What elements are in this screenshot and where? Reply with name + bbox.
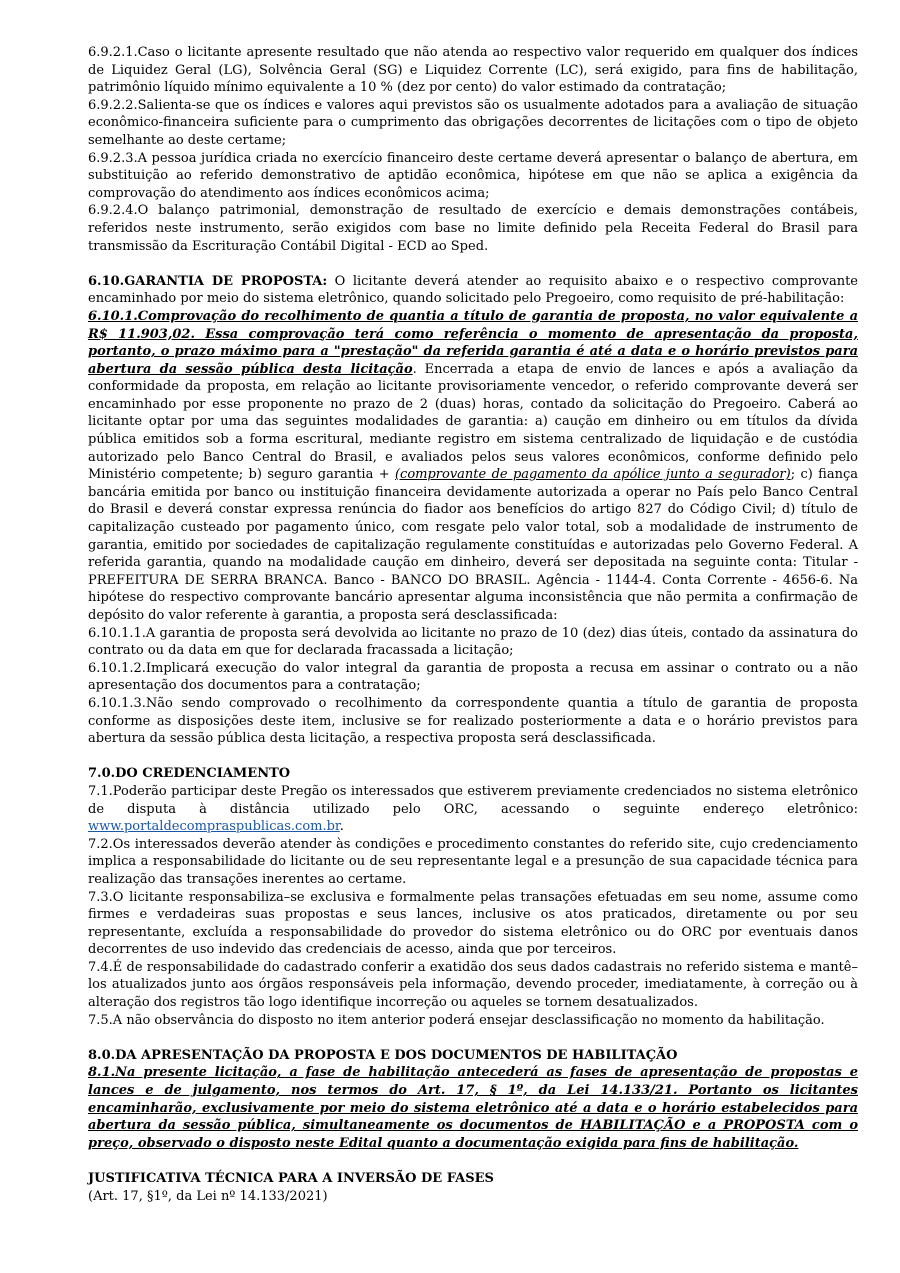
paragraph-7-1 — [88, 783, 858, 836]
spacer — [88, 1152, 858, 1170]
paragraph-8-1: 8.1.Na presente licitação, a fase de habilitação antecederá as fases de apresentação de propostas e lances e de julgamento, nos termos do Art. 17, § 1º, da Lei 14.133/21. Portanto os licitantes encaminharão, exclusivamente por meio do sistema eletrônico até a data e o horário estabelecidos para abertura da sessão pública, simultaneamente os documentos de HABILITAÇÃO e a PROPOSTA com o preço, observado o disposto neste Edital quanto a documentação exigida para fins de habilitação. — [88, 1065, 858, 1151]
paragraph-6-9-2-1: 6.9.2.1.Caso o licitante apresente resultado que não atenda ao respectivo valor requerido em qualquer dos índices de Liquidez Geral (LG), Solvência Geral (SG) e Liquidez Corrente (LC), será exigido, para fins de habilitação, patrimônio líquido mínimo equivalente a 10 % (dez por cento) do valor estimado da contratação; — [88, 45, 858, 96]
paragraph-6-10-1-italic: (comprovante de pagamento da apólice junto a segurador) — [394, 467, 791, 483]
paragraph-6-10-1-emphasis: 6.10.1.Comprovação do recolhimento de quantia a título de garantia de proposta, no valor equivalente a R$ 11.903,02. Essa comprovação terá como referência o momento de apresentação da proposta, portanto, o prazo máximo para a "prestação" da referida garantia é até a data e o horário previstos para abertura da sessão pública desta licitação — [88, 308, 858, 377]
paragraph-6-9-2-3: 6.9.2.3.A pessoa jurídica criada no exercício financeiro deste certame deverá apresentar o balanço de abertura, em substituição ao referido demonstrativo de aptidão econômica, hipótese em que não se aplica a exigência da comprovação do atendimento aos índices econômicos acima; — [88, 150, 858, 201]
paragraph-6-10-1-1: 6.10.1.1.A garantia de proposta será devolvida ao licitante no prazo de 10 (dez) dias úteis, contado da assinatura do contrato ou da data em que for declarada fracassada a licitação; — [88, 625, 858, 659]
paragraph-7-4: 7.4.É de responsabilidade do cadastrado conferir a exatidão dos seus dados cadastrais no referido sistema e mantê–los atualizados junto aos órgãos responsáveis pela informação, devendo proceder, imediatamente, à correção ou à alteração dos registros tão logo identifique incorreção ou aqueles se tornem desatualizados. — [88, 959, 858, 1011]
paragraph-6-10-1 — [88, 308, 858, 625]
section-8-heading: 8.0.DA APRESENTAÇÃO DA PROPOSTA E DOS DOCUMENTOS DE HABILITAÇÃO — [88, 1047, 678, 1063]
paragraph-6-9-2-2: 6.9.2.2.Salienta-se que os índices e valores aqui previstos são os usualmente adotados para a avaliação de situação econômico-financeira suficiente para o cumprimento das obrigações decorrentes de licitações com o tipo de objeto semelhante ao deste certame; — [88, 97, 858, 148]
paragraph-7-3: 7.3.O licitante responsabiliza–se exclusiva e formalmente pelas transações efetuadas em seu nome, assume como firmes e verdadeiras suas propostas e seus lances, inclusive os atos praticados, diretamente ou por seu representante, excluída a responsabilidade do provedor do sistema eletrônico ou do ORC por eventuais danos decorrentes de uso indevido das credenciais de acesso, ainda que por terceiros. — [88, 889, 858, 958]
paragraph-6-10-1-text-a: . Encerrada a etapa de envio de lances e após a avaliação da conformidade da proposta, em relação ao licitante provisoriamente vencedor, o referido comprovante deverá ser encaminhado por esse proponente no prazo de 2 (duas) horas, contado da solicitação do Pregoeiro. Caberá ao licitante optar por uma das seguintes modalidades de garantia: a) caução em dinheiro ou em títulos da dívida pública emitidos sob a forma escritural, mediante registro em sistema centralizado de liquidação e de custódia autorizado pelo Banco Central do Brasil, e avaliados pelos seus valores econômicos, conforme definido pelo Ministério competente; b) seguro garantia + — [88, 361, 858, 483]
spacer — [88, 1029, 858, 1047]
section-6-10-heading: 6.10.GARANTIA DE PROPOSTA: — [88, 273, 328, 289]
spacer — [88, 255, 858, 273]
portal-link[interactable]: www.portaldecompraspublicas.com.br — [88, 819, 340, 835]
section-7-heading: 7.0.DO CREDENCIAMENTO — [88, 766, 291, 782]
section-6-10-intro-text: O licitante deverá atender ao requisito abaixo e o respectivo comprovante encaminhado por meio do sistema eletrônico, quando solicitado pelo Pregoeiro, como requisito de pré-habilitação: — [88, 273, 859, 307]
paragraph-6-10-1-text-b: ; c) fiança bancária emitida por banco ou instituição financeira devidamente autorizada a operar no País pelo Banco Central do Brasil e deverá constar expressa renúncia do fiador aos benefícios do artigo 827 do Código Civil; d) título de capitalização custeado por pagamento único, com resgate pelo valor total, sob a modalidade de instrumento de garantia, emitido por sociedades de capitalização regulamente constituídas e autorizadas pelo Governo Federal. A referida garantia, quando na modalidade caução em dinheiro, deverá ser depositada na seguinte conta: Titular - PREFEITURA DE SERRA BRANCA. Banco - BANCO DO BRASIL. Agência - 1144-4. Conta Corrente - 4656-6. Na hipótese do respectivo comprovante bancário apresentar alguma inconsistência que não permita a confirmação de depósito do valor referente à garantia, a proposta será desclassificada: — [88, 467, 858, 623]
section-6-10-intro — [88, 273, 858, 308]
paragraph-6-9-2-4: 6.9.2.4.O balanço patrimonial, demonstração de resultado de exercício e demais demonstrações contábeis, referidos neste instrumento, serão exigidos com base no limite definido pela Receita Federal do Brasil para transmissão da Escrituração Contábil Digital - ECD ao Sped. — [88, 203, 858, 254]
paragraph-6-10-1-3: 6.10.1.3.Não sendo comprovado o recolhimento da correspondente quantia a título de garantia de proposta conforme as disposições deste item, inclusive se for realizado posteriormente a data e o horário previstos para abertura da sessão pública desta licitação, a respectiva proposta será desclassificada. — [88, 695, 858, 747]
justificativa-subheading: (Art. 17, §1º, da Lei nº 14.133/2021) — [88, 1188, 328, 1204]
spacer — [88, 748, 858, 766]
paragraph-7-2: 7.2.Os interessados deverão atender às condições e procedimento constantes do referido site, cujo credenciamento implica a responsabilidade do licitante ou de seu representante legal e a presunção de sua capacidade técnica para realização das transações inerentes ao certame. — [88, 836, 858, 887]
paragraph-7-1-text: 7.1.Poderão participar deste Pregão os interessados que estiverem previamente credenciados no sistema eletrônico de disputa à distância utilizado pelo ORC, acessando o seguinte endereço eletrônico: — [88, 783, 858, 817]
paragraph-6-10-1-2: 6.10.1.2.Implicará execução do valor integral da garantia de proposta a recusa em assinar o contrato ou a não apresentação dos documentos para a contratação; — [88, 660, 858, 694]
justificativa-heading: JUSTIFICATIVA TÉCNICA PARA A INVERSÃO DE FASES — [88, 1171, 494, 1186]
paragraph-7-5: 7.5.A não observância do disposto no item anterior poderá ensejar desclassificação no momento da habilitação. — [88, 1012, 825, 1028]
paragraph-7-1-end: . — [339, 819, 344, 835]
